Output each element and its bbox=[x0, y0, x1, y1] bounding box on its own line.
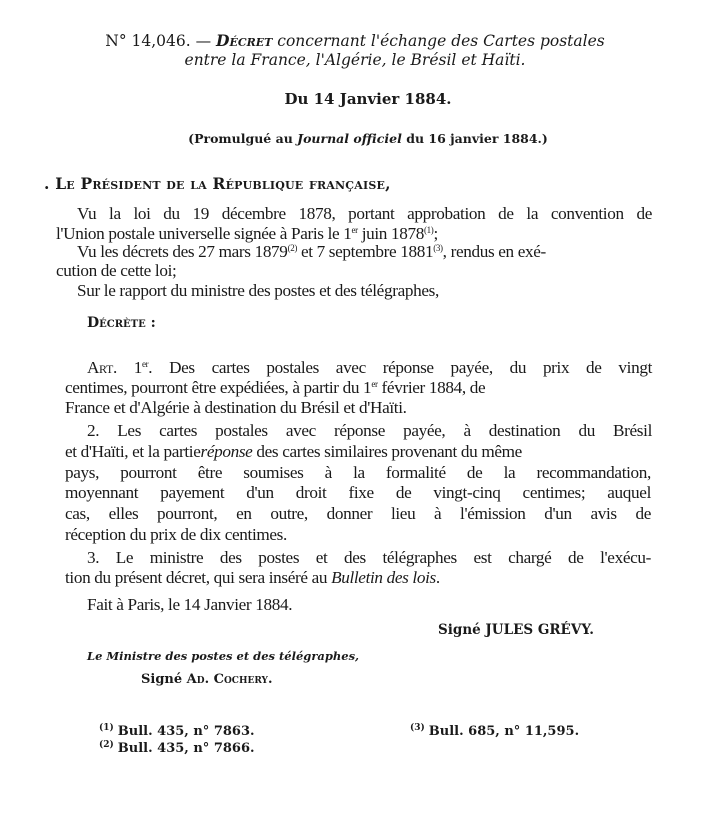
article-2-line-3: pays, pourront être soumises à la formalité de la recommandation, bbox=[65, 463, 651, 482]
article-3-line-2-end: . bbox=[435, 568, 440, 587]
footnote-text: Bull. 435, n° 7866. bbox=[117, 741, 255, 756]
journal-officiel: Journal officiel bbox=[297, 131, 402, 146]
decree-title-text: concernant l'échange des Cartes postales bbox=[277, 32, 605, 50]
promulgation-open: (Promulgué au bbox=[188, 131, 293, 146]
footnote-mark: (3) bbox=[410, 723, 425, 733]
minister-signature-prefix: Signé bbox=[141, 672, 183, 687]
minister-signature bbox=[141, 672, 272, 687]
footnote-3 bbox=[410, 723, 579, 739]
leading-dot: . bbox=[44, 174, 56, 193]
promulgation-close: du 16 janvier 1884.) bbox=[406, 131, 548, 146]
article-1-line-1 bbox=[87, 358, 652, 378]
preamble-line-3-end: , rendus en exé- bbox=[442, 242, 546, 261]
footnote-1 bbox=[99, 723, 255, 739]
president-text: Le Président de la République française, bbox=[55, 174, 391, 193]
preamble-line-3 bbox=[77, 242, 652, 262]
preamble-line-4: cution de cette loi; bbox=[56, 261, 177, 280]
fait-a-paris: Fait à Paris, le 14 Janvier 1884. bbox=[87, 595, 293, 614]
decrete-heading: Décrète : bbox=[87, 315, 156, 331]
president-signature: Signé JULES GRÉVY. bbox=[438, 622, 594, 638]
footnote-ref-1[interactable]: (1) bbox=[423, 225, 434, 235]
article-2-line-4: moyennant payement d'un droit fixe de vingt-cinq centimes; auquel bbox=[65, 483, 651, 502]
superscript: er bbox=[351, 225, 358, 235]
decree-number: N° 14,046. — bbox=[105, 32, 212, 50]
preamble-line-1: Vu la loi du 19 décembre 1878, portant approbation de la convention de bbox=[77, 204, 652, 223]
footnote-2 bbox=[99, 740, 255, 756]
preamble-line-5: Sur le rapport du ministre des postes et des télégraphes, bbox=[77, 281, 439, 300]
preamble-line-2 bbox=[56, 224, 438, 244]
article-3-line-2-text: tion du présent décret, qui sera inséré au bbox=[65, 568, 328, 587]
superscript: er bbox=[142, 359, 149, 369]
bulletin-des-lois: Bulletin des lois bbox=[331, 568, 436, 587]
footnote-mark: (1) bbox=[99, 723, 114, 733]
article-2-line-2-end: des cartes similaires provenant du même bbox=[252, 442, 522, 461]
promulgation-note bbox=[0, 131, 710, 146]
decree-title-line-1 bbox=[0, 31, 710, 50]
decree-date: Du 14 Janvier 1884. bbox=[284, 90, 452, 108]
article-2-line-5: cas, elles pourront, en outre, donner lieu à l'émission d'un avis de bbox=[65, 504, 651, 523]
article-2-line-1: 2. Les cartes postales avec réponse payée, à destination du Brésil bbox=[87, 421, 652, 440]
article-1-line-2-end: février 1884, de bbox=[377, 378, 486, 397]
article-1-line-2 bbox=[65, 378, 485, 398]
article-1-line-1-text: . Des cartes postales avec réponse payée, du prix de vingt bbox=[148, 358, 652, 377]
superscript: er bbox=[371, 379, 378, 389]
president-heading bbox=[44, 174, 391, 193]
preamble-line-2-mid: juin 1878 bbox=[357, 224, 424, 243]
minister-signature-name: Ad. Cochery. bbox=[186, 672, 273, 687]
footnote-mark: (2) bbox=[99, 740, 114, 750]
minister-title: Le Ministre des postes et des télégraphes, bbox=[87, 649, 360, 663]
footnote-text: Bull. 435, n° 7863. bbox=[117, 724, 255, 739]
footnote-ref-2[interactable]: (2) bbox=[287, 243, 298, 253]
reponse-italic: réponse bbox=[200, 442, 253, 461]
preamble-line-2-text: l'Union postale universelle signée à Paris le 1 bbox=[56, 224, 352, 243]
article-2-line-2-text: et d'Haïti, et la partie bbox=[65, 442, 201, 461]
article-3-line-2 bbox=[65, 568, 440, 588]
article-1-label: Art. 1 bbox=[87, 358, 142, 377]
decree-title-line-2: entre la France, l'Algérie, le Brésil et Haïti. bbox=[184, 51, 526, 69]
article-1-line-3: France et d'Algérie à destination du Brésil et d'Haïti. bbox=[65, 398, 407, 417]
footnote-text: Bull. 685, n° 11,595. bbox=[428, 724, 580, 739]
footnote-ref-3[interactable]: (3) bbox=[433, 243, 443, 253]
article-2-line-6: réception du prix de dix centimes. bbox=[65, 525, 287, 544]
preamble-line-2-end: ; bbox=[433, 224, 438, 243]
preamble-line-3-mid: et 7 septembre 1881 bbox=[297, 242, 434, 261]
article-2-line-2 bbox=[65, 442, 522, 462]
preamble-line-3-text: Vu les décrets des 27 mars 1879 bbox=[77, 242, 288, 261]
article-1-line-2-text: centimes, pourront être expédiées, à partir du 1 bbox=[65, 378, 372, 397]
decree-label: Décret bbox=[216, 31, 273, 50]
article-3-line-1: 3. Le ministre des postes et des télégraphes est chargé de l'exécu- bbox=[87, 548, 651, 567]
